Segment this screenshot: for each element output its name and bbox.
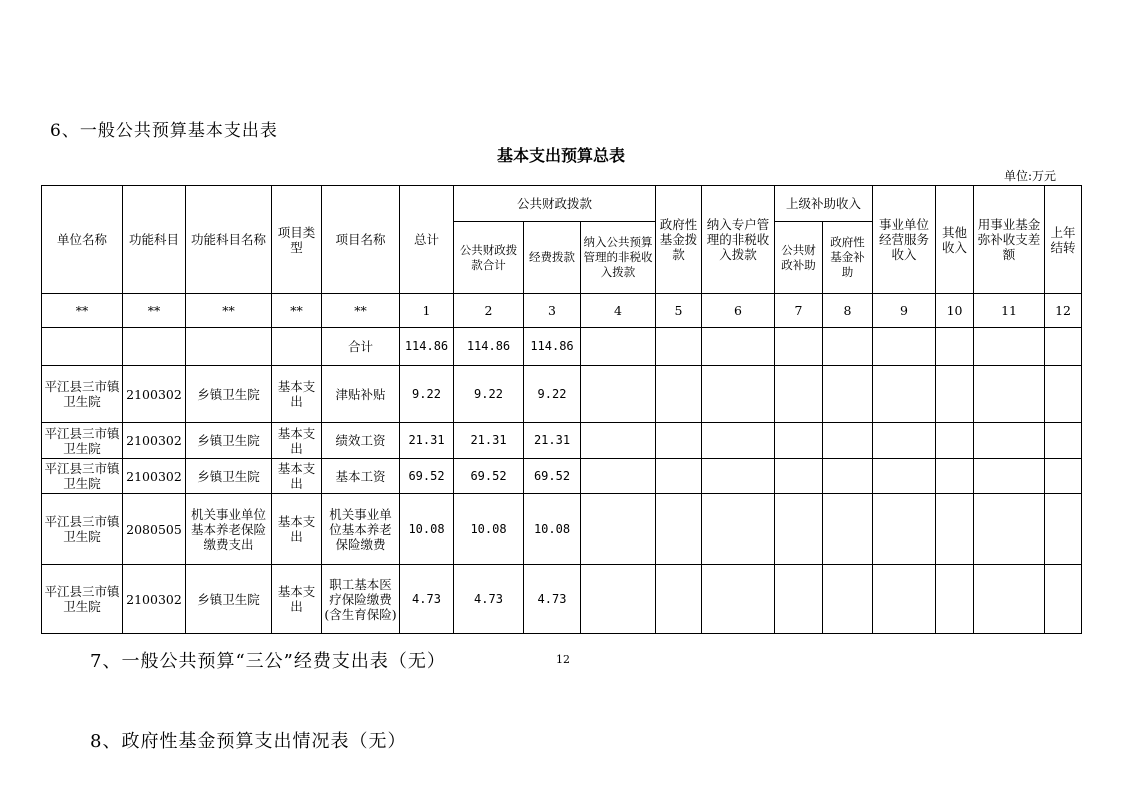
- table-row: [42, 565, 1082, 634]
- index-cell: **: [42, 294, 123, 328]
- row-code: 2100302: [123, 565, 186, 634]
- header-pf-total: 公共财政拨款合计: [454, 222, 524, 294]
- row-code: 2100302: [123, 366, 186, 423]
- row-unit: 平江县三市镇卫生院: [42, 366, 123, 423]
- row-pf-total: 9.22: [454, 366, 524, 423]
- row-pf-fee: 4.73: [524, 565, 581, 634]
- table-title: 基本支出预算总表: [496, 146, 625, 165]
- header-total: 总计: [400, 186, 454, 294]
- row-name: 绩效工资: [322, 423, 400, 459]
- row-func-name: 乡镇卫生院: [186, 565, 272, 634]
- header-ss-fiscal: 公共财政补助: [775, 222, 823, 294]
- row-pf-total: 69.52: [454, 459, 524, 494]
- row-unit: 平江县三市镇卫生院: [42, 494, 123, 565]
- row-func-name: 乡镇卫生院: [186, 366, 272, 423]
- row-pf-fee: 21.31: [524, 423, 581, 459]
- row-func-name: 乡镇卫生院: [186, 459, 272, 494]
- header-function-name: 功能科目名称: [186, 186, 272, 294]
- row-func-name: 乡镇卫生院: [186, 423, 272, 459]
- header-special-income: 纳入专户管理的非税收入拨款: [702, 186, 775, 294]
- index-cell: 2: [454, 294, 524, 328]
- row-type: 基本支出: [272, 565, 322, 634]
- table-row: [42, 366, 1082, 423]
- table-row: [42, 459, 1082, 494]
- index-cell: 8: [823, 294, 873, 328]
- header-public-fiscal: 公共财政拨款: [454, 186, 656, 222]
- total-label: 合计: [322, 328, 400, 366]
- row-type: 基本支出: [272, 459, 322, 494]
- index-row: [42, 294, 1082, 328]
- section-heading-7: 7、一般公共预算“三公”经费支出表（无）: [90, 651, 446, 672]
- header-project-type: 项目类型: [272, 186, 322, 294]
- row-unit: 平江县三市镇卫生院: [42, 423, 123, 459]
- row-pf-total: 10.08: [454, 494, 524, 565]
- page-number: 12: [556, 653, 570, 666]
- row-name: 津贴补贴: [322, 366, 400, 423]
- row-code: 2100302: [123, 459, 186, 494]
- header-gov-fund: 政府性基金拨款: [656, 186, 702, 294]
- index-cell: 12: [1045, 294, 1082, 328]
- row-pf-fee: 69.52: [524, 459, 581, 494]
- row-type: 基本支出: [272, 366, 322, 423]
- index-cell: **: [123, 294, 186, 328]
- header-pf-fee: 经费拨款: [524, 222, 581, 294]
- header-unit-name: 单位名称: [42, 186, 123, 294]
- index-cell: 5: [656, 294, 702, 328]
- index-cell: 3: [524, 294, 581, 328]
- row-total: 9.22: [400, 366, 454, 423]
- row-pf-total: 4.73: [454, 565, 524, 634]
- header-ss-fund: 政府性基金补助: [823, 222, 873, 294]
- index-cell: 10: [936, 294, 974, 328]
- index-cell: 11: [974, 294, 1045, 328]
- table-row: [42, 494, 1082, 565]
- header-business-income: 事业单位经营服务收入: [873, 186, 936, 294]
- section-heading-8: 8、政府性基金预算支出情况表（无）: [90, 731, 407, 752]
- basic-expenditure-table: [41, 185, 1082, 634]
- header-project-name: 项目名称: [322, 186, 400, 294]
- unit-label: 单位:万元: [1003, 169, 1056, 183]
- total-value: 114.86: [400, 328, 454, 366]
- index-cell: **: [272, 294, 322, 328]
- index-cell: 4: [581, 294, 656, 328]
- header-function-code: 功能科目: [123, 186, 186, 294]
- header-pf-nontax: 纳入公共预算管理的非税收入拨款: [581, 222, 656, 294]
- total-row: [42, 328, 1082, 366]
- row-type: 基本支出: [272, 494, 322, 565]
- row-total: 4.73: [400, 565, 454, 634]
- row-total: 21.31: [400, 423, 454, 459]
- header-fund-balance: 用事业基金弥补收支差额: [974, 186, 1045, 294]
- header-superior-subsidy: 上级补助收入: [775, 186, 873, 222]
- row-total: 69.52: [400, 459, 454, 494]
- row-pf-fee: 9.22: [524, 366, 581, 423]
- header-other-income: 其他收入: [936, 186, 974, 294]
- index-cell: 6: [702, 294, 775, 328]
- row-pf-total: 21.31: [454, 423, 524, 459]
- row-name: 机关事业单位基本养老保险缴费: [322, 494, 400, 565]
- section-heading-6: 6、一般公共预算基本支出表: [50, 121, 278, 141]
- row-type: 基本支出: [272, 423, 322, 459]
- row-code: 2080505: [123, 494, 186, 565]
- row-name: 基本工资: [322, 459, 400, 494]
- row-name: 职工基本医疗保险缴费(含生育保险): [322, 565, 400, 634]
- table-row: [42, 423, 1082, 459]
- row-pf-fee: 10.08: [524, 494, 581, 565]
- index-cell: 1: [400, 294, 454, 328]
- row-total: 10.08: [400, 494, 454, 565]
- row-unit: 平江县三市镇卫生院: [42, 459, 123, 494]
- row-unit: 平江县三市镇卫生院: [42, 565, 123, 634]
- index-cell: **: [322, 294, 400, 328]
- row-code: 2100302: [123, 423, 186, 459]
- index-cell: 9: [873, 294, 936, 328]
- header-last-year: 上年结转: [1045, 186, 1082, 294]
- total-pf-total: 114.86: [454, 328, 524, 366]
- index-cell: **: [186, 294, 272, 328]
- index-cell: 7: [775, 294, 823, 328]
- total-pf-fee: 114.86: [524, 328, 581, 366]
- row-func-name: 机关事业单位基本养老保险缴费支出: [186, 494, 272, 565]
